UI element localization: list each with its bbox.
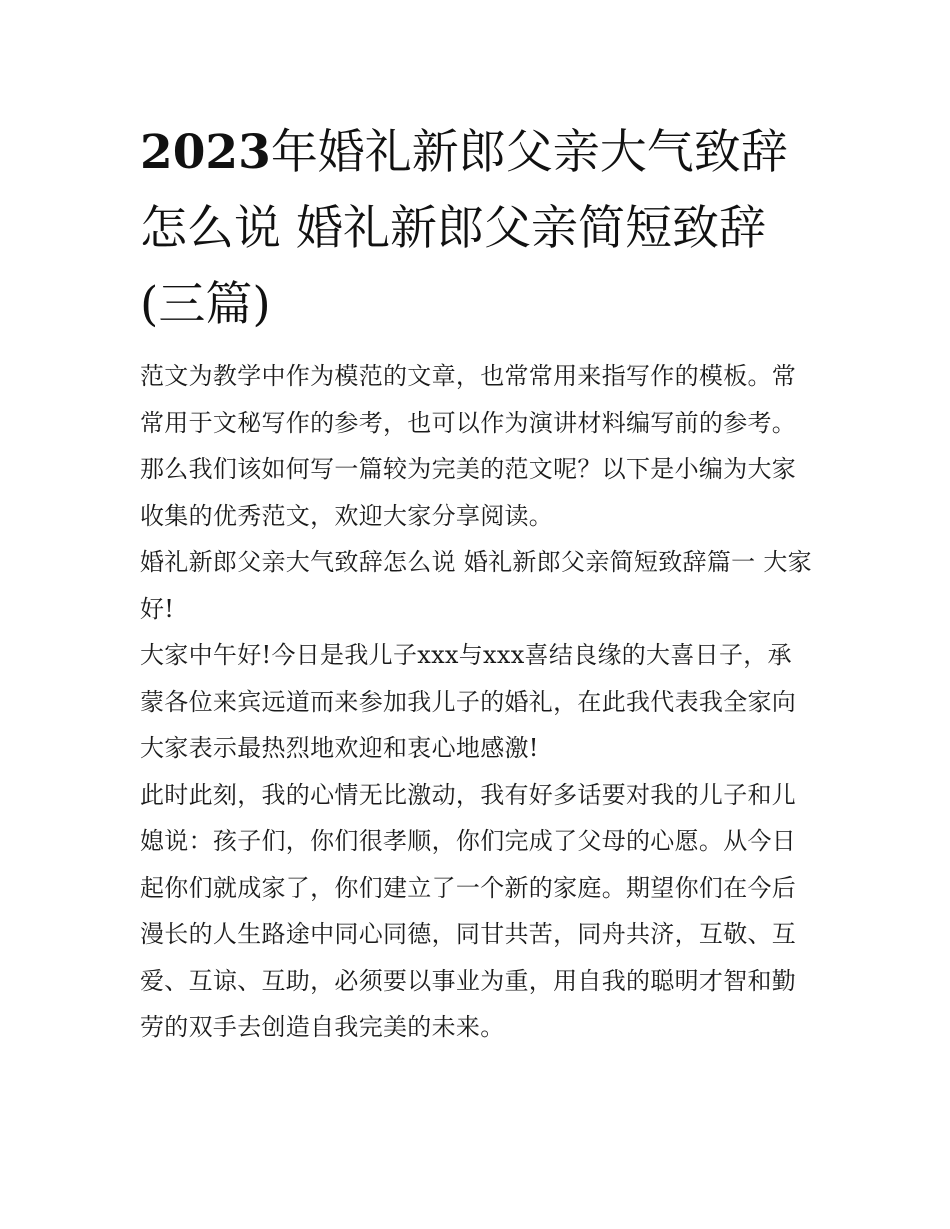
document-body [140, 115, 812, 1051]
section-heading-paragraph: 婚礼新郎父亲大气致辞怎么说 婚礼新郎父亲简短致辞篇一 大家好! [140, 548, 812, 623]
title-text: 年婚礼新郎父亲大气致辞怎么说 婚礼新郎父亲简短致辞(三篇) [140, 125, 788, 332]
greeting-paragraph: 大家中午好!今日是我儿子xxx与xxx喜结良缘的大喜日子，承蒙各位来宾远道而来参加我儿子的婚礼，在此我代表我全家向大家表示最热烈地欢迎和衷心地感激! [140, 641, 797, 762]
document-title [140, 115, 812, 343]
intro-paragraph: 范文为教学中作为模范的文章，也常常用来指写作的模板。常常用于文秘写作的参考，也可以作为演讲材料编写前的参考。那么我们该如何写一篇较为完美的范文呢？以下是小编为大家收集的优秀范文，欢迎大家分享阅读。 [140, 362, 797, 530]
speech-paragraph: 此时此刻，我的心情无比激动，我有好多话要对我的儿子和儿媳说：孩子们，你们很孝顺，你们完成了父母的心愿。从今日起你们就成家了，你们建立了一个新的家庭。期望你们在今后漫长的人生路途中同心同德，同甘共苦，同舟共济，互敬、互爱、互谅、互助，必须要以事业为重，用自我的聪明才智和勤劳的双手去创造自我完美的未来。 [140, 780, 797, 1041]
title-year: 2023 [140, 125, 271, 180]
